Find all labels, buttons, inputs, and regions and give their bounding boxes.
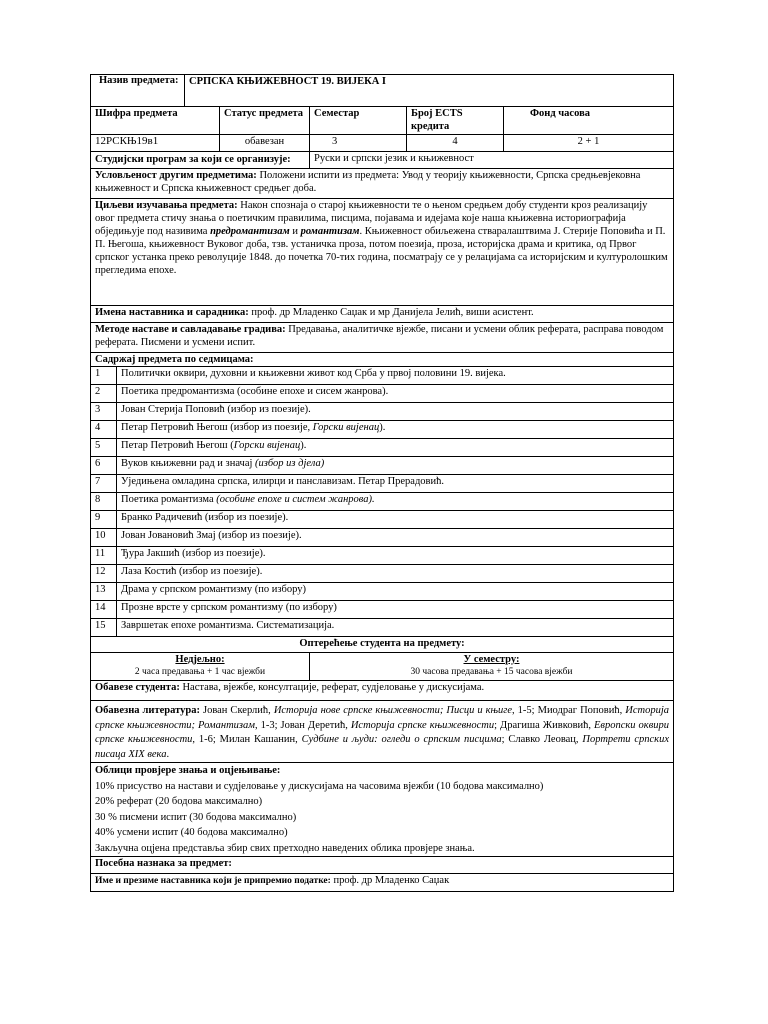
prerequisites: Условљеност другим предметима: Положени испити из предмета: Увод у теорију књижевности, Српска средњевјековна књижевност и Српска књижевност средњег доба. (91, 169, 674, 199)
course-title: СРПСКА КЊИЖЕВНОСТ 19. ВИЈЕКА I (185, 75, 674, 107)
course-name-label: Назив предмета: (91, 75, 185, 107)
hours-label: Фонд часова (504, 107, 674, 135)
week-row (91, 619, 674, 637)
week-topic: Политички оквири, духовни и књижевни живот код Срба у првој половини 19. вијека. (117, 367, 674, 385)
weekly-content-list (91, 367, 674, 637)
assessment-label: Облици провјере знања и оцјењивање: (95, 765, 281, 776)
load-semester (310, 653, 674, 681)
week-number: 10 (91, 529, 117, 547)
week-number: 8 (91, 493, 117, 511)
week-number: 11 (91, 547, 117, 565)
week-topic: Поетика романтизма (особине епохе и сиcтем жанрова). (117, 493, 674, 511)
load-weekly (91, 653, 310, 681)
code-label: Шифра предмета (91, 107, 220, 135)
week-number: 9 (91, 511, 117, 529)
week-row (91, 385, 674, 403)
week-row (91, 439, 674, 457)
week-number: 2 (91, 385, 117, 403)
week-row (91, 403, 674, 421)
week-topic: Уједињена омладина српска, илирци и панславизам. Петар Прерадовић. (117, 475, 674, 493)
week-number: 7 (91, 475, 117, 493)
week-row (91, 565, 674, 583)
load-label: Оптерећење студента на предмету: (91, 637, 674, 653)
week-topic: Завршетак епохе романтизма. Систематизација. (117, 619, 674, 637)
week-topic: Поетика предромантизма (особине епохе и сисем жанрова). (117, 385, 674, 403)
week-row (91, 367, 674, 385)
week-number: 5 (91, 439, 117, 457)
required-literature: Обавезна литература: Јован Скерлић, Историја нове српске књижевности; Писци и књиге, 1-5; Миодраг Поповић, Историја српске књижевности; Романтизам, 1-3; Јован Деретић, Историја српске књижевности; Драгиша Живковић, Европски оквири српске књижевности, 1-6; Милан Кашанин, Судбине и људи: огледи о српским писцима; Славко Леовац, Портрети српских писаца XIX века. (91, 701, 674, 763)
content-label: Садржај предмета по седмицама: (91, 353, 674, 367)
special-note: Посебна назнака за предмет: (91, 857, 674, 874)
week-row (91, 583, 674, 601)
week-topic: Петар Петровић Његош (избор из поезије, Горски вијенац). (117, 421, 674, 439)
load-semester-label: У семестру: (463, 654, 520, 665)
code-value: 12РСКЊ19в1 (91, 135, 220, 152)
week-topic: Прозне врсте у српском романтизму (по избору) (117, 601, 674, 619)
teaching-methods: Методе наставе и савладавање градива: Предавања, аналитичке вјежбе, писани и усмени облик реферата, расправа поводом реферата. Писмени и усмени испит. (91, 323, 674, 353)
semester-value: 3 (310, 135, 407, 152)
week-row (91, 475, 674, 493)
week-topic: Драма у српском романтизму (по избору) (117, 583, 674, 601)
week-topic: Вуков књижевни рад и значај (избор из дјела) (117, 457, 674, 475)
course-syllabus-table (90, 74, 674, 892)
semester-label: Семестар (310, 107, 407, 135)
week-number: 6 (91, 457, 117, 475)
week-row (91, 601, 674, 619)
assessment-line: 20% реферат (20 бодова максимално) (95, 796, 263, 807)
assessment-line: Закључна оцјена представља збир свих претходно наведених облика провјере знања. (95, 842, 475, 854)
prepared-by: Име и презиме наставника који је припремио податке: проф. др Младенко Саџак (91, 874, 674, 892)
week-row (91, 529, 674, 547)
assessment-line: 10% присуство на настави и судјеловање у дискусијама на часовима вјежби (10 бодова максимално) (95, 780, 544, 792)
ects-value: 4 (407, 135, 504, 152)
program-value: Руски и српски језик и књижевност (310, 152, 674, 169)
week-row (91, 457, 674, 475)
load-weekly-text: 2 часа предавања + 1 час вјежби (134, 667, 266, 677)
week-number: 12 (91, 565, 117, 583)
status-value: обавезан (220, 135, 310, 152)
week-row (91, 547, 674, 565)
week-number: 15 (91, 619, 117, 637)
status-label: Статус предмета (220, 107, 310, 135)
teachers: Имена наставника и сарадника: проф. др Младенко Саџак и мр Данијела Јелић, виши асистент. (91, 306, 674, 323)
week-number: 3 (91, 403, 117, 421)
assessment-line: 30 % писмени испит (30 бодова максимално) (95, 811, 297, 823)
week-row (91, 511, 674, 529)
student-obligations: Обавезе студента: Настава, вјежбе, консултације, реферат, судјеловање у дискусијама. (91, 681, 674, 701)
week-row (91, 421, 674, 439)
load-weekly-label: Недјељно: (175, 654, 225, 665)
week-number: 4 (91, 421, 117, 439)
week-number: 14 (91, 601, 117, 619)
course-goals: Циљеви изучавања предмета: Након спознаја о старој књижевности те о њеном средњем добу студенти кроз реализацију овог предмета стичу знања о поетичким правилима, писцима, појавама и идејама које наша књижевна историографија обједињује под називима предромантизам и романтизам. Књижевност обиљежена стваралаштвима Ј. Стерије Поповића и П. П. Његоша, књижевност Вуковог доба, тзв. устаничка проза, потом поезија, проза, историјска драма и критика, од Првог српског устанка преко револуције 1848. до почетка 70-тих година, посматрају се у релацијама са историјским и културолошким прегледима епохе. (91, 199, 674, 306)
week-topic: Бранко Радичевић (избор из поезије). (117, 511, 674, 529)
load-semester-text: 30 часова предавања + 15 часова вјежби (410, 667, 573, 677)
week-row (91, 493, 674, 511)
week-topic: Лаза Костић (избор из поезије). (117, 565, 674, 583)
hours-value: 2 + 1 (504, 135, 674, 152)
week-number: 1 (91, 367, 117, 385)
assessment-line: 40% усмени испит (40 бодова максимално) (95, 827, 288, 838)
assessment (91, 763, 674, 857)
week-topic: Јован Стерија Поповић (избор из поезије). (117, 403, 674, 421)
ects-label: Број ECTS кредита (407, 107, 504, 135)
week-topic: Петар Петровић Његош (Горски вијенац). (117, 439, 674, 457)
week-topic: Јован Јовановић Змај (избор из поезије). (117, 529, 674, 547)
week-topic: Ђура Јакшић (избор из поезије). (117, 547, 674, 565)
program-label: Студијски програм за који се организује: (91, 152, 310, 169)
week-number: 13 (91, 583, 117, 601)
